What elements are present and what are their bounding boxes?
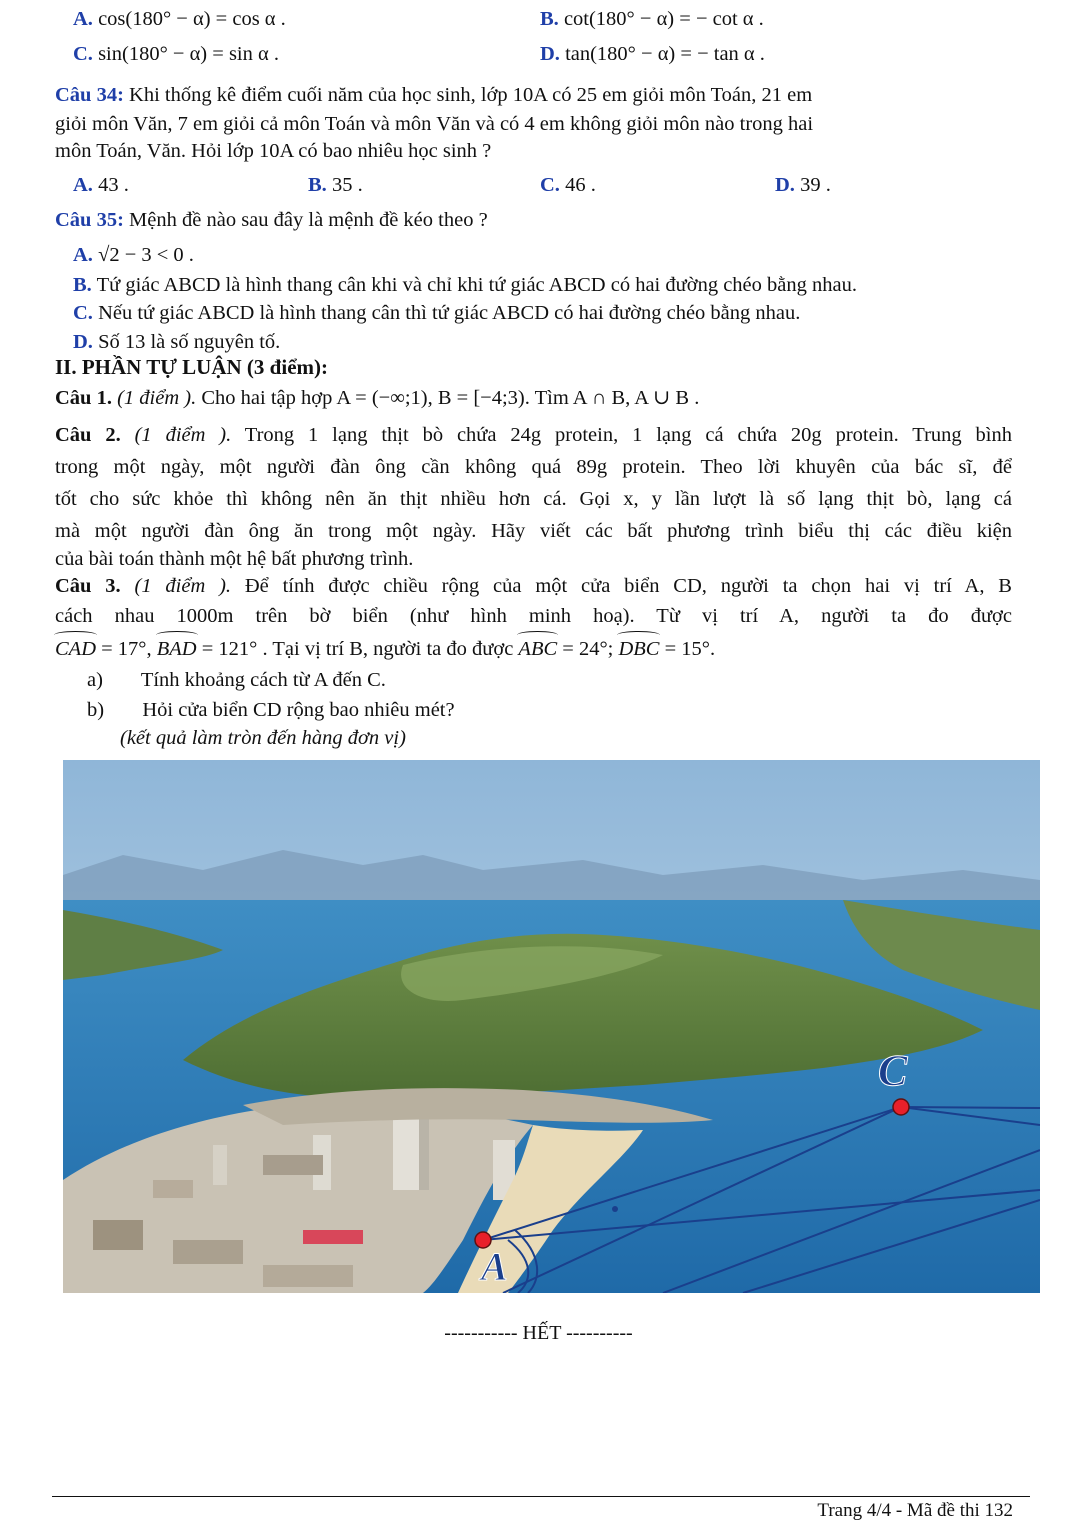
label-c: C <box>878 1046 908 1095</box>
essay-q3-line-2: cách nhau 1000m trên bờ biển (như hình minh hoạ). Từ vị trí A, người ta đo được <box>55 605 1012 627</box>
section-title: II. PHẦN TỰ LUẬN (3 điểm): <box>55 355 328 379</box>
q33-option-c: C. sin(180° − α) = sin α . <box>73 43 279 65</box>
q35-question: Câu 35: Mệnh đề nào sau đây là mệnh đề kéo theo ? <box>55 209 488 231</box>
essay-q1: Câu 1. (1 điểm ). Cho hai tập hợp A = (−∞;1), B = [−4;3). Tìm A ∩ B, A ∪ B . <box>55 387 700 409</box>
q33-option-b: B. cot(180° − α) = − cot α . <box>540 8 764 30</box>
label-a: A <box>481 1244 508 1289</box>
essay-q3-part-a: a) Tính khoảng cách từ A đến C. <box>87 669 386 691</box>
angle-dbc: DBC <box>618 635 659 663</box>
q34-option-d: D. 39 . <box>775 174 831 196</box>
angle-bad: BAD <box>157 635 197 663</box>
harbor-photo <box>63 760 1040 1293</box>
end-marker: ----------- HẾT ---------- <box>444 1322 633 1344</box>
essay-q3-angles: CAD = 17°, BAD = 121° . Tại vị trí B, người ta đo được ABC = 24°; DBC = 15°. <box>55 635 715 663</box>
mid-point <box>612 1206 618 1212</box>
essay-q2-line-3: tốt cho sức khỏe thì không nên ăn thịt nhiều hơn cá. Gọi x, y lần lượt là số lạng thịt bò, lạng cá <box>55 488 1012 510</box>
essay-q2-line-5: của bài toán thành một hệ bất phương trình. <box>55 548 414 570</box>
essay-q3-part-b: b) Hỏi cửa biển CD rộng bao nhiêu mét? <box>87 699 455 721</box>
q34-line-3: môn Toán, Văn. Hỏi lớp 10A có bao nhiêu học sinh ? <box>55 140 492 162</box>
q34-option-b: B. 35 . <box>308 174 363 196</box>
point-c <box>893 1099 909 1115</box>
q34-line-2: giỏi môn Văn, 7 em giỏi cả môn Toán và môn Văn và có 4 em không giỏi môn nào trong hai <box>55 113 814 135</box>
q35-option-c: C. Nếu tứ giác ABCD là hình thang cân thì tứ giác ABCD có hai đường chéo bằng nhau. <box>73 302 801 324</box>
q34-option-a: A. 43 . <box>73 174 129 196</box>
q34-line-1: Câu 34: Khi thống kê điểm cuối năm của học sinh, lớp 10A có 25 em giỏi môn Toán, 21 em <box>55 84 813 106</box>
essay-q3-note: (kết quả làm tròn đến hàng đơn vị) <box>120 727 406 749</box>
essay-q2-line-2: trong một ngày, một người đàn ông cần không quá 89g protein. Theo lời khuyên của bác sĩ, để <box>55 456 1012 478</box>
angle-cad: CAD <box>55 635 96 663</box>
q33-option-d: D. tan(180° − α) = − tan α . <box>540 43 765 65</box>
harbor-illustration <box>63 760 1040 1293</box>
essay-q2-line-4: mà một người đàn ông ăn trong một ngày. Hãy viết các bất phương trình biểu thị các điều kiện <box>55 520 1012 542</box>
q34-option-c: C. 46 . <box>540 174 596 196</box>
angle-abc: ABC <box>518 635 557 663</box>
essay-q2-line-1: Câu 2. (1 điểm ). Trong 1 lạng thịt bò chứa 24g protein, 1 lạng cá chứa 20g protein. Trung bình <box>55 424 1012 446</box>
q33-option-a: A. cos(180° − α) = cos α . <box>73 8 286 30</box>
essay-q3-line-1: Câu 3. (1 điểm ). Để tính được chiều rộng của một cửa biển CD, người ta chọn hai vị trí A, B <box>55 575 1012 597</box>
q35-option-b: B. Tứ giác ABCD là hình thang cân khi và chỉ khi tứ giác ABCD có hai đường chéo bằng nhau. <box>73 274 857 296</box>
page-footer: Trang 4/4 - Mã đề thi 132 <box>817 1500 1013 1521</box>
q35-option-d: D. Số 13 là số nguyên tố. <box>73 331 281 353</box>
q35-option-a: A. √2 − 3 < 0 . <box>73 244 194 266</box>
footer-rule <box>52 1496 1030 1497</box>
